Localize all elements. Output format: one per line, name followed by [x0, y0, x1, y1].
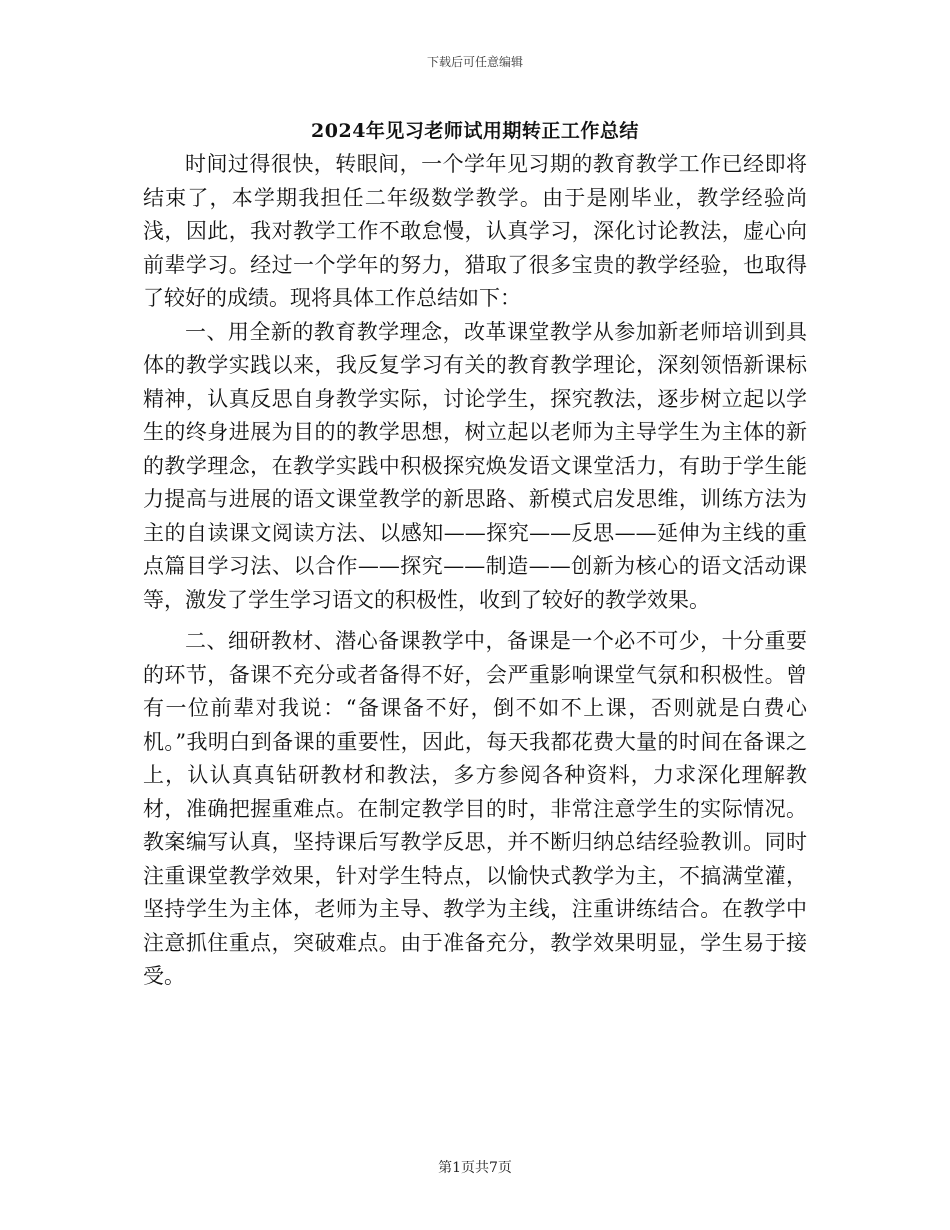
paragraph-intro: 时间过得很快，转眼间，一个学年见习期的教育教学工作已经即将结束了，本学期我担任二年级数学教学。由于是刚毕业，教学经验尚浅，因此，我对教学工作不敢怠慢，认真学习，深化讨论教法，虚心向前辈学习。经过一个学年的努力，猎取了很多宝贵的教学经验，也取得了较好的成绩。现将具体工作总结如下： [143, 152, 807, 310]
header-note: 下载后可任意编辑 [426, 55, 523, 69]
document-body [143, 148, 807, 994]
document-title: 2024年见习老师试用期转正工作总结 [311, 120, 639, 142]
page-number: 第1页共7页 [438, 1160, 512, 1176]
paragraph-section-two: 二、细研教材、潜心备课教学中，备课是一个必不可少，十分重要的环节，备课不充分或者备得不好，会严重影响课堂气氛和积极性。曾有一位前辈对我说：“备课备不好，倒不如不上课，否则就是白费心机。”我明白到备课的重要性，因此，每天我都花费大量的时间在备课之上，认认真真钻研教材和教法，多方参阅各种资料，力求深化理解教材，准确把握重难点。在制定教学目的时，非常注意学生的实际情况。教案编写认真，坚持课后写教学反思，并不断归纳总结经验教训。同时注重课堂教学效果，针对学生特点，以愉快式教学为主，不搞满堂灌，坚持学生为主体，老师为主导、教学为主线，注重讲练结合。在教学中注意抓住重点，突破难点。由于准备充分，教学效果明显，学生易于接受。 [143, 629, 807, 988]
paragraph-section-one: 一、用全新的教育教学理念，改革课堂教学从参加新老师培训到具体的教学实践以来，我反复学习有关的教育教学理论，深刻领悟新课标精神，认真反思自身教学实际，讨论学生，探究教法，逐步树立起以学生的终身进展为目的的教学思想，树立起以老师为主导学生为主体的新的教学理念，在教学实践中积极探究焕发语文课堂活力，有助于学生能力提高与进展的语文课堂教学的新思路、新模式启发思维，训练方法为主的自读课文阅读方法、以感知——探究——反思——延伸为主线的重点篇目学习法、以合作——探究——制造——创新为核心的语文活动课等，激发了学生学习语文的积极性，收到了较好的教学效果。 [143, 319, 807, 612]
